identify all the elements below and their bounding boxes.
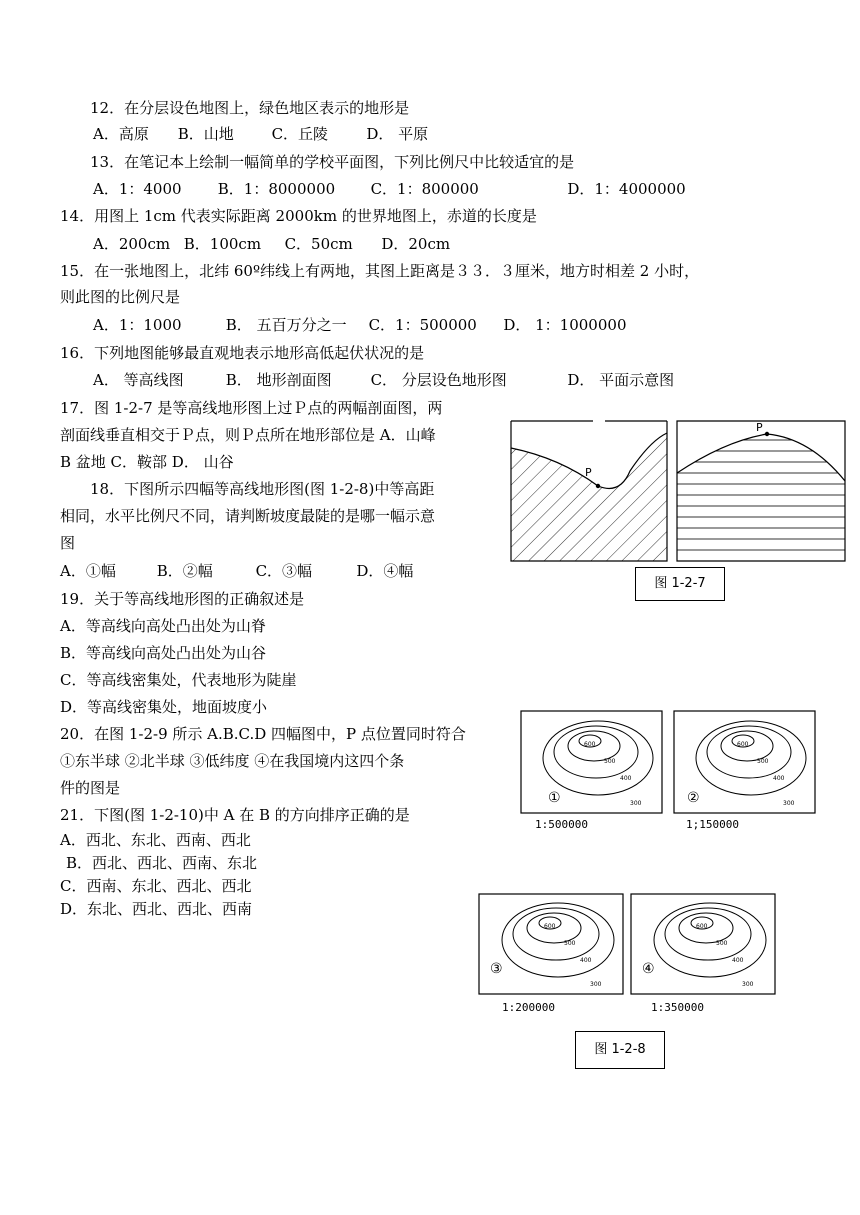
q15-options xyxy=(93,315,627,335)
profile-right xyxy=(677,421,845,561)
q16-option-d: D． 平面示意图 xyxy=(567,371,675,389)
point-p-left xyxy=(596,484,600,488)
q21-option-c: C．西南、东北、西北、西北 xyxy=(60,877,252,895)
q18-option-d: D．④幅 xyxy=(356,562,414,580)
q16-option-b: B． 地形剖面图 xyxy=(225,371,332,389)
q21-stem: 21．下图(图 1-2-10)中 A 在 B 的方向排序正确的是 xyxy=(60,806,410,824)
point-p-right-label: P xyxy=(756,421,763,434)
contour-label-300: 300 xyxy=(742,981,754,988)
q19-option-c: C．等高线密集处，代表地形为陡崖 xyxy=(60,671,297,689)
contour-label-500: 500 xyxy=(604,758,616,765)
q16-stem: 16．下列地图能够最直观地表示地形高低起伏状况的是 xyxy=(60,344,425,362)
map-scale-3: 1:200000 xyxy=(502,1001,555,1014)
q20-line3: 件的图是 xyxy=(60,779,121,797)
figure-1-2-8-caption: 图 1-2-8 xyxy=(575,1031,665,1069)
contour-label-300: 300 xyxy=(783,800,795,807)
contour-label-300: 300 xyxy=(590,981,602,988)
contour-label-400: 400 xyxy=(773,775,785,782)
q19-option-b: B．等高线向高处凸出处为山谷 xyxy=(60,644,267,662)
q13-option-d: D．1：4000000 xyxy=(567,180,686,198)
q16-options xyxy=(93,370,674,390)
q20-line2: ①东半球 ②北半球 ③低纬度 ④在我国境内这四个条 xyxy=(60,752,405,770)
q17-line3: B 盆地 C．鞍部 D． 山谷 xyxy=(60,453,234,471)
q13-options xyxy=(93,179,686,199)
map-mark-1: ① xyxy=(548,790,561,806)
q13-option-a: A．1：4000 xyxy=(93,180,182,198)
q16-option-c: C． 分层设色地形图 xyxy=(370,371,507,389)
contour-label-300: 300 xyxy=(630,800,642,807)
map-mark-4: ④ xyxy=(642,961,655,977)
contour-label-600: 600 xyxy=(544,923,556,930)
q15-stem-line2: 则此图的比例尺是 xyxy=(60,288,181,306)
contour-label-400: 400 xyxy=(580,957,592,964)
q13-option-c: C．1：800000 xyxy=(370,180,479,198)
q14-option-d: D．20cm xyxy=(381,235,451,253)
q12-option-a: A．高原 xyxy=(93,125,149,143)
figure-1-2-7-caption: 图 1-2-7 xyxy=(635,567,725,601)
q13-option-b: B．1：8000000 xyxy=(217,180,336,198)
q15-option-c: C．1：500000 xyxy=(368,316,477,334)
q21-option-a: A．西北、东北、西南、西北 xyxy=(60,831,251,849)
q15-option-d: D． 1：1000000 xyxy=(503,316,627,334)
figure-1-2-7-profiles xyxy=(505,413,850,565)
q18-option-c: C．③幅 xyxy=(255,562,313,580)
q20-line1: 20．在图 1-2-9 所示 A.B.C.D 四幅图中，P 点位置同时符合 xyxy=(60,725,466,743)
q16-option-a: A． 等高线图 xyxy=(93,371,184,389)
q19-stem: 19．关于等高线地形图的正确叙述是 xyxy=(60,590,305,608)
q13-stem: 13．在笔记本上绘制一幅简单的学校平面图，下列比例尺中比较适宜的是 xyxy=(90,153,575,171)
q18-options xyxy=(60,561,413,581)
q17-line1: 17．图 1-2-7 是等高线地形图上过Ｐ点的两幅剖面图，两 xyxy=(60,399,443,417)
contour-label-500: 500 xyxy=(757,758,769,765)
q12-option-b: B．山地 xyxy=(177,125,234,143)
q14-stem: 14．用图上 1cm 代表实际距离 2000km 的世界地图上，赤道的长度是 xyxy=(60,207,537,225)
contour-map-2 xyxy=(673,710,818,816)
q12-option-c: C．丘陵 xyxy=(271,125,329,143)
contour-map-3 xyxy=(478,893,626,997)
contour-label-600: 600 xyxy=(737,741,749,748)
q21-option-b: B．西北、西北、西南、东北 xyxy=(66,854,258,872)
map-mark-3: ③ xyxy=(490,961,503,977)
point-p-right xyxy=(765,432,769,436)
contour-label-500: 500 xyxy=(716,940,728,947)
q15-stem-line1: 15．在一张地图上，北纬 60º纬线上有两地，其图上距离是３３．３厘米，地方时相差 2 小时， xyxy=(60,262,700,280)
contour-label-400: 400 xyxy=(620,775,632,782)
q14-option-c: C．50cm xyxy=(284,235,353,253)
q21-option-d: D．东北、西北、西北、西南 xyxy=(60,900,253,918)
map-scale-1: 1:500000 xyxy=(535,818,588,831)
q14-options xyxy=(93,234,450,254)
q18-option-b: B．②幅 xyxy=(156,562,213,580)
q18-line3: 图 xyxy=(60,534,76,552)
q14-option-a: A．200cm xyxy=(93,235,171,253)
contour-label-600: 600 xyxy=(696,923,708,930)
q12-options xyxy=(93,124,428,144)
map-scale-4: 1:350000 xyxy=(651,1001,704,1014)
contour-label-500: 500 xyxy=(564,940,576,947)
map-mark-2: ② xyxy=(687,790,700,806)
contour-label-400: 400 xyxy=(732,957,744,964)
q19-option-a: A．等高线向高处凸出处为山脊 xyxy=(60,617,266,635)
profile-left xyxy=(511,421,667,561)
contour-map-4 xyxy=(630,893,778,997)
q18-line1: 18．下图所示四幅等高线地形图(图 1-2-8)中等高距 xyxy=(90,480,435,498)
contour-label-600: 600 xyxy=(584,741,596,748)
q17-line2: 剖面线垂直相交于Ｐ点，则Ｐ点所在地形部位是 A．山峰 xyxy=(60,426,436,444)
q18-option-a: A．①幅 xyxy=(60,562,116,580)
q12-option-d: D． 平原 xyxy=(366,125,429,143)
q15-option-a: A．1：1000 xyxy=(93,316,182,334)
contour-map-1 xyxy=(520,710,665,816)
q15-option-b: B． 五百万分之一 xyxy=(225,316,347,334)
q14-option-b: B．100cm xyxy=(183,235,262,253)
point-p-left-label: P xyxy=(585,466,592,479)
map-scale-2: 1;150000 xyxy=(686,818,739,831)
q18-line2: 相同，水平比例尺不同，请判断坡度最陡的是哪一幅示意 xyxy=(60,507,436,525)
q19-option-d: D．等高线密集处，地面坡度小 xyxy=(60,698,268,716)
q12-stem: 12．在分层设色地图上，绿色地区表示的地形是 xyxy=(90,99,410,117)
